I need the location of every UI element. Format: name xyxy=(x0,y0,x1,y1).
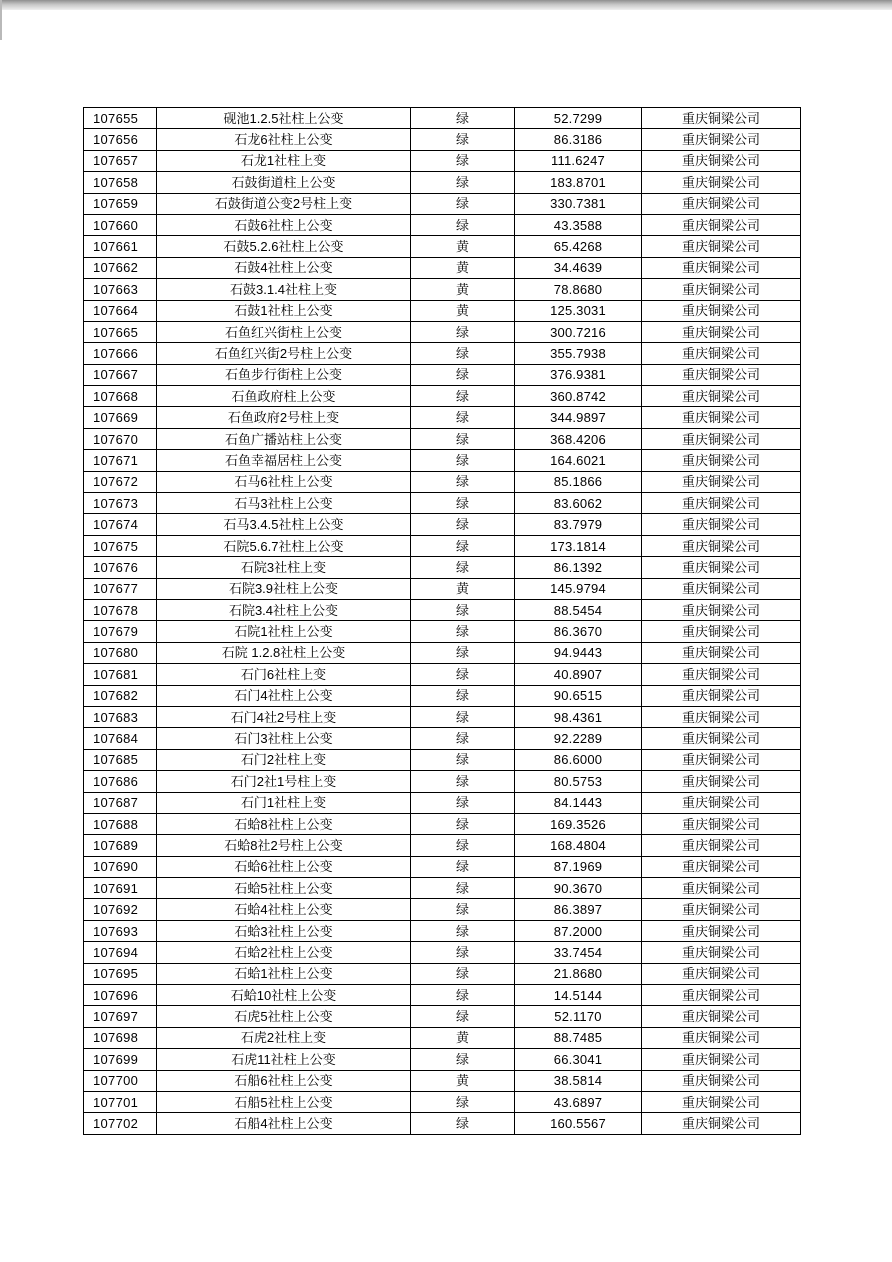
cell-status-color: 绿 xyxy=(411,150,515,171)
cell-name: 石鼓4社柱上公变 xyxy=(157,257,411,278)
cell-name: 石鱼政府2号柱上变 xyxy=(157,407,411,428)
cell-value: 169.3526 xyxy=(515,813,642,834)
cell-status-color: 绿 xyxy=(411,878,515,899)
cell-value: 88.7485 xyxy=(515,1027,642,1048)
cell-value: 86.3186 xyxy=(515,129,642,150)
cell-value: 84.1443 xyxy=(515,792,642,813)
cell-name: 石鼓3.1.4社柱上变 xyxy=(157,279,411,300)
cell-id: 107669 xyxy=(84,407,157,428)
cell-id: 107662 xyxy=(84,257,157,278)
table-row xyxy=(84,813,801,834)
cell-name: 石院5.6.7社柱上公变 xyxy=(157,535,411,556)
cell-status-color: 绿 xyxy=(411,1091,515,1112)
cell-company: 重庆铜梁公司 xyxy=(642,257,801,278)
cell-id: 107678 xyxy=(84,599,157,620)
table-row xyxy=(84,899,801,920)
cell-status-color: 绿 xyxy=(411,664,515,685)
table-row xyxy=(84,557,801,578)
cell-value: 86.6000 xyxy=(515,749,642,770)
cell-id: 107691 xyxy=(84,878,157,899)
cell-value: 34.4639 xyxy=(515,257,642,278)
cell-status-color: 绿 xyxy=(411,642,515,663)
cell-name: 石蛤3社柱上公变 xyxy=(157,920,411,941)
cell-status-color: 绿 xyxy=(411,920,515,941)
cell-value: 87.1969 xyxy=(515,856,642,877)
cell-company: 重庆铜梁公司 xyxy=(642,578,801,599)
cell-company: 重庆铜梁公司 xyxy=(642,535,801,556)
cell-status-color: 绿 xyxy=(411,813,515,834)
cell-company: 重庆铜梁公司 xyxy=(642,685,801,706)
table-row xyxy=(84,257,801,278)
cell-name: 石蛤4社柱上公变 xyxy=(157,899,411,920)
cell-status-color: 绿 xyxy=(411,685,515,706)
cell-company: 重庆铜梁公司 xyxy=(642,150,801,171)
cell-value: 376.9381 xyxy=(515,364,642,385)
cell-status-color: 绿 xyxy=(411,706,515,727)
cell-value: 14.5144 xyxy=(515,985,642,1006)
cell-id: 107694 xyxy=(84,942,157,963)
cell-status-color: 绿 xyxy=(411,621,515,642)
cell-company: 重庆铜梁公司 xyxy=(642,1027,801,1048)
table-row xyxy=(84,493,801,514)
cell-name: 石门1社柱上变 xyxy=(157,792,411,813)
cell-name: 石蛤6社柱上公变 xyxy=(157,856,411,877)
table-row xyxy=(84,856,801,877)
cell-value: 52.1170 xyxy=(515,1006,642,1027)
table-row xyxy=(84,985,801,1006)
cell-company: 重庆铜梁公司 xyxy=(642,1113,801,1134)
table-row xyxy=(84,621,801,642)
cell-value: 300.7216 xyxy=(515,321,642,342)
table-row xyxy=(84,214,801,235)
cell-company: 重庆铜梁公司 xyxy=(642,321,801,342)
cell-value: 111.6247 xyxy=(515,150,642,171)
cell-name: 石鱼步行街柱上公变 xyxy=(157,364,411,385)
cell-company: 重庆铜梁公司 xyxy=(642,920,801,941)
cell-name: 石马6社柱上公变 xyxy=(157,471,411,492)
cell-name: 石虎11社柱上公变 xyxy=(157,1049,411,1070)
cell-company: 重庆铜梁公司 xyxy=(642,514,801,535)
cell-name: 石鱼广播站柱上公变 xyxy=(157,428,411,449)
cell-value: 125.3031 xyxy=(515,300,642,321)
cell-id: 107664 xyxy=(84,300,157,321)
cell-name: 石虎5社柱上公变 xyxy=(157,1006,411,1027)
cell-name: 石龙6社柱上公变 xyxy=(157,129,411,150)
top-edge-shadow xyxy=(0,0,892,10)
cell-name: 砚池1.2.5社柱上公变 xyxy=(157,108,411,129)
cell-id: 107657 xyxy=(84,150,157,171)
cell-id: 107675 xyxy=(84,535,157,556)
cell-value: 355.7938 xyxy=(515,343,642,364)
cell-id: 107666 xyxy=(84,343,157,364)
table-row xyxy=(84,706,801,727)
cell-id: 107683 xyxy=(84,706,157,727)
cell-status-color: 绿 xyxy=(411,557,515,578)
cell-value: 368.4206 xyxy=(515,428,642,449)
cell-company: 重庆铜梁公司 xyxy=(642,364,801,385)
cell-company: 重庆铜梁公司 xyxy=(642,728,801,749)
table-row xyxy=(84,835,801,856)
cell-name: 石蛤2社柱上公变 xyxy=(157,942,411,963)
cell-value: 164.6021 xyxy=(515,450,642,471)
cell-id: 107665 xyxy=(84,321,157,342)
cell-value: 52.7299 xyxy=(515,108,642,129)
cell-status-color: 黄 xyxy=(411,578,515,599)
cell-id: 107682 xyxy=(84,685,157,706)
cell-value: 94.9443 xyxy=(515,642,642,663)
table-row xyxy=(84,1091,801,1112)
cell-name: 石门4社柱上公变 xyxy=(157,685,411,706)
cell-id: 107690 xyxy=(84,856,157,877)
cell-value: 40.8907 xyxy=(515,664,642,685)
table-row xyxy=(84,1049,801,1070)
cell-id: 107660 xyxy=(84,214,157,235)
table-row xyxy=(84,792,801,813)
cell-name: 石蛤10社柱上公变 xyxy=(157,985,411,1006)
cell-value: 83.6062 xyxy=(515,493,642,514)
cell-company: 重庆铜梁公司 xyxy=(642,428,801,449)
cell-status-color: 绿 xyxy=(411,471,515,492)
cell-company: 重庆铜梁公司 xyxy=(642,835,801,856)
cell-value: 80.5753 xyxy=(515,771,642,792)
cell-company: 重庆铜梁公司 xyxy=(642,642,801,663)
table-row xyxy=(84,664,801,685)
cell-status-color: 绿 xyxy=(411,450,515,471)
cell-value: 90.6515 xyxy=(515,685,642,706)
cell-id: 107697 xyxy=(84,1006,157,1027)
cell-status-color: 绿 xyxy=(411,407,515,428)
table-row xyxy=(84,642,801,663)
cell-status-color: 绿 xyxy=(411,963,515,984)
cell-name: 石院 1.2.8社柱上公变 xyxy=(157,642,411,663)
cell-id: 107685 xyxy=(84,749,157,770)
cell-company: 重庆铜梁公司 xyxy=(642,493,801,514)
cell-company: 重庆铜梁公司 xyxy=(642,1049,801,1070)
cell-company: 重庆铜梁公司 xyxy=(642,471,801,492)
cell-id: 107679 xyxy=(84,621,157,642)
cell-name: 石鱼红兴街2号柱上公变 xyxy=(157,343,411,364)
cell-company: 重庆铜梁公司 xyxy=(642,1091,801,1112)
cell-status-color: 黄 xyxy=(411,279,515,300)
cell-name: 石马3.4.5社柱上公变 xyxy=(157,514,411,535)
cell-id: 107702 xyxy=(84,1113,157,1134)
cell-name: 石虎2社柱上变 xyxy=(157,1027,411,1048)
cell-id: 107672 xyxy=(84,471,157,492)
cell-value: 88.5454 xyxy=(515,599,642,620)
table-row xyxy=(84,1006,801,1027)
table-row xyxy=(84,364,801,385)
cell-status-color: 黄 xyxy=(411,257,515,278)
cell-status-color: 绿 xyxy=(411,792,515,813)
cell-status-color: 绿 xyxy=(411,535,515,556)
cell-status-color: 绿 xyxy=(411,172,515,193)
cell-status-color: 绿 xyxy=(411,728,515,749)
cell-company: 重庆铜梁公司 xyxy=(642,407,801,428)
table-row xyxy=(84,300,801,321)
table-row xyxy=(84,428,801,449)
table-row xyxy=(84,108,801,129)
cell-company: 重庆铜梁公司 xyxy=(642,706,801,727)
table-row xyxy=(84,279,801,300)
cell-name: 石院3.4社柱上公变 xyxy=(157,599,411,620)
cell-value: 86.3670 xyxy=(515,621,642,642)
cell-name: 石龙1社柱上变 xyxy=(157,150,411,171)
cell-status-color: 绿 xyxy=(411,343,515,364)
cell-id: 107661 xyxy=(84,236,157,257)
cell-id: 107658 xyxy=(84,172,157,193)
cell-value: 90.3670 xyxy=(515,878,642,899)
cell-status-color: 绿 xyxy=(411,108,515,129)
cell-company: 重庆铜梁公司 xyxy=(642,878,801,899)
cell-company: 重庆铜梁公司 xyxy=(642,450,801,471)
cell-company: 重庆铜梁公司 xyxy=(642,129,801,150)
cell-status-color: 绿 xyxy=(411,1049,515,1070)
table-row xyxy=(84,386,801,407)
cell-status-color: 黄 xyxy=(411,236,515,257)
cell-status-color: 绿 xyxy=(411,856,515,877)
cell-value: 87.2000 xyxy=(515,920,642,941)
cell-value: 38.5814 xyxy=(515,1070,642,1091)
cell-id: 107699 xyxy=(84,1049,157,1070)
cell-status-color: 绿 xyxy=(411,514,515,535)
cell-company: 重庆铜梁公司 xyxy=(642,856,801,877)
cell-company: 重庆铜梁公司 xyxy=(642,963,801,984)
cell-status-color: 绿 xyxy=(411,899,515,920)
cell-value: 78.8680 xyxy=(515,279,642,300)
cell-name: 石蛤8社2号柱上公变 xyxy=(157,835,411,856)
cell-company: 重庆铜梁公司 xyxy=(642,172,801,193)
cell-id: 107698 xyxy=(84,1027,157,1048)
table-row xyxy=(84,685,801,706)
cell-status-color: 黄 xyxy=(411,300,515,321)
cell-value: 43.3588 xyxy=(515,214,642,235)
cell-id: 107659 xyxy=(84,193,157,214)
cell-name: 石鱼红兴街柱上公变 xyxy=(157,321,411,342)
cell-name: 石鼓6社柱上公变 xyxy=(157,214,411,235)
cell-name: 石鱼幸福居柱上公变 xyxy=(157,450,411,471)
cell-company: 重庆铜梁公司 xyxy=(642,771,801,792)
table-row xyxy=(84,942,801,963)
table-row xyxy=(84,749,801,770)
cell-id: 107688 xyxy=(84,813,157,834)
cell-company: 重庆铜梁公司 xyxy=(642,899,801,920)
cell-company: 重庆铜梁公司 xyxy=(642,749,801,770)
cell-name: 石鼓街道公变2号柱上变 xyxy=(157,193,411,214)
cell-value: 86.3897 xyxy=(515,899,642,920)
cell-status-color: 绿 xyxy=(411,1006,515,1027)
cell-status-color: 绿 xyxy=(411,364,515,385)
table-row xyxy=(84,129,801,150)
table-row xyxy=(84,599,801,620)
table-row xyxy=(84,471,801,492)
cell-company: 重庆铜梁公司 xyxy=(642,1006,801,1027)
table-row xyxy=(84,771,801,792)
cell-name: 石院1社柱上公变 xyxy=(157,621,411,642)
cell-name: 石蛤8社柱上公变 xyxy=(157,813,411,834)
table-row xyxy=(84,236,801,257)
cell-status-color: 绿 xyxy=(411,493,515,514)
cell-name: 石门2社1号柱上变 xyxy=(157,771,411,792)
cell-id: 107684 xyxy=(84,728,157,749)
cell-value: 43.6897 xyxy=(515,1091,642,1112)
cell-name: 石鼓1社柱上公变 xyxy=(157,300,411,321)
cell-name: 石蛤5社柱上公变 xyxy=(157,878,411,899)
cell-id: 107686 xyxy=(84,771,157,792)
table-row xyxy=(84,172,801,193)
cell-status-color: 绿 xyxy=(411,1113,515,1134)
transformer-table xyxy=(83,107,801,1135)
cell-name: 石院3社柱上变 xyxy=(157,557,411,578)
cell-company: 重庆铜梁公司 xyxy=(642,664,801,685)
table-row xyxy=(84,1113,801,1134)
cell-name: 石鱼政府柱上公变 xyxy=(157,386,411,407)
cell-value: 168.4804 xyxy=(515,835,642,856)
cell-value: 98.4361 xyxy=(515,706,642,727)
cell-company: 重庆铜梁公司 xyxy=(642,236,801,257)
table-row xyxy=(84,321,801,342)
cell-company: 重庆铜梁公司 xyxy=(642,300,801,321)
cell-value: 33.7454 xyxy=(515,942,642,963)
cell-name: 石鼓5.2.6社柱上公变 xyxy=(157,236,411,257)
table-row xyxy=(84,450,801,471)
cell-value: 66.3041 xyxy=(515,1049,642,1070)
table-row xyxy=(84,514,801,535)
cell-company: 重庆铜梁公司 xyxy=(642,621,801,642)
cell-name: 石门4社2号柱上变 xyxy=(157,706,411,727)
cell-status-color: 绿 xyxy=(411,985,515,1006)
cell-company: 重庆铜梁公司 xyxy=(642,343,801,364)
table-row xyxy=(84,878,801,899)
cell-status-color: 黄 xyxy=(411,1070,515,1091)
cell-company: 重庆铜梁公司 xyxy=(642,1070,801,1091)
cell-value: 344.9897 xyxy=(515,407,642,428)
table-row xyxy=(84,578,801,599)
cell-id: 107693 xyxy=(84,920,157,941)
table-row xyxy=(84,1070,801,1091)
cell-value: 65.4268 xyxy=(515,236,642,257)
cell-value: 86.1392 xyxy=(515,557,642,578)
cell-status-color: 绿 xyxy=(411,214,515,235)
cell-status-color: 绿 xyxy=(411,428,515,449)
cell-id: 107687 xyxy=(84,792,157,813)
cell-status-color: 绿 xyxy=(411,749,515,770)
cell-id: 107689 xyxy=(84,835,157,856)
cell-name: 石门2社柱上变 xyxy=(157,749,411,770)
cell-status-color: 绿 xyxy=(411,835,515,856)
cell-id: 107673 xyxy=(84,493,157,514)
cell-status-color: 绿 xyxy=(411,129,515,150)
cell-id: 107696 xyxy=(84,985,157,1006)
cell-value: 21.8680 xyxy=(515,963,642,984)
table-row xyxy=(84,920,801,941)
cell-company: 重庆铜梁公司 xyxy=(642,813,801,834)
cell-value: 145.9794 xyxy=(515,578,642,599)
cell-id: 107681 xyxy=(84,664,157,685)
cell-status-color: 绿 xyxy=(411,193,515,214)
transformer-table-body xyxy=(84,108,801,1135)
cell-name: 石马3社柱上公变 xyxy=(157,493,411,514)
cell-id: 107695 xyxy=(84,963,157,984)
cell-name: 石船6社柱上公变 xyxy=(157,1070,411,1091)
cell-value: 360.8742 xyxy=(515,386,642,407)
cell-company: 重庆铜梁公司 xyxy=(642,279,801,300)
left-edge-shadow xyxy=(0,0,2,40)
cell-company: 重庆铜梁公司 xyxy=(642,557,801,578)
cell-value: 92.2289 xyxy=(515,728,642,749)
cell-id: 107667 xyxy=(84,364,157,385)
cell-id: 107656 xyxy=(84,129,157,150)
cell-value: 183.8701 xyxy=(515,172,642,193)
cell-name: 石蛤1社柱上公变 xyxy=(157,963,411,984)
cell-value: 330.7381 xyxy=(515,193,642,214)
cell-id: 107671 xyxy=(84,450,157,471)
table-row xyxy=(84,407,801,428)
cell-id: 107676 xyxy=(84,557,157,578)
cell-value: 160.5567 xyxy=(515,1113,642,1134)
cell-status-color: 绿 xyxy=(411,321,515,342)
cell-id: 107663 xyxy=(84,279,157,300)
table-row xyxy=(84,535,801,556)
cell-name: 石门6社柱上变 xyxy=(157,664,411,685)
table-row xyxy=(84,150,801,171)
table-row xyxy=(84,1027,801,1048)
table-row xyxy=(84,193,801,214)
cell-value: 173.1814 xyxy=(515,535,642,556)
cell-id: 107680 xyxy=(84,642,157,663)
cell-company: 重庆铜梁公司 xyxy=(642,193,801,214)
cell-id: 107670 xyxy=(84,428,157,449)
cell-name: 石院3.9社柱上公变 xyxy=(157,578,411,599)
cell-id: 107701 xyxy=(84,1091,157,1112)
cell-id: 107655 xyxy=(84,108,157,129)
cell-company: 重庆铜梁公司 xyxy=(642,386,801,407)
cell-company: 重庆铜梁公司 xyxy=(642,792,801,813)
cell-value: 85.1866 xyxy=(515,471,642,492)
table-row xyxy=(84,963,801,984)
cell-company: 重庆铜梁公司 xyxy=(642,942,801,963)
cell-id: 107692 xyxy=(84,899,157,920)
cell-id: 107668 xyxy=(84,386,157,407)
cell-name: 石船4社柱上公变 xyxy=(157,1113,411,1134)
cell-name: 石鼓街道柱上公变 xyxy=(157,172,411,193)
cell-status-color: 黄 xyxy=(411,1027,515,1048)
table-row xyxy=(84,728,801,749)
cell-company: 重庆铜梁公司 xyxy=(642,985,801,1006)
cell-id: 107674 xyxy=(84,514,157,535)
cell-name: 石船5社柱上公变 xyxy=(157,1091,411,1112)
cell-name: 石门3社柱上公变 xyxy=(157,728,411,749)
table-row xyxy=(84,343,801,364)
cell-status-color: 绿 xyxy=(411,771,515,792)
cell-company: 重庆铜梁公司 xyxy=(642,214,801,235)
cell-status-color: 绿 xyxy=(411,599,515,620)
cell-company: 重庆铜梁公司 xyxy=(642,599,801,620)
cell-id: 107700 xyxy=(84,1070,157,1091)
cell-status-color: 绿 xyxy=(411,386,515,407)
cell-value: 83.7979 xyxy=(515,514,642,535)
cell-company: 重庆铜梁公司 xyxy=(642,108,801,129)
cell-id: 107677 xyxy=(84,578,157,599)
cell-status-color: 绿 xyxy=(411,942,515,963)
